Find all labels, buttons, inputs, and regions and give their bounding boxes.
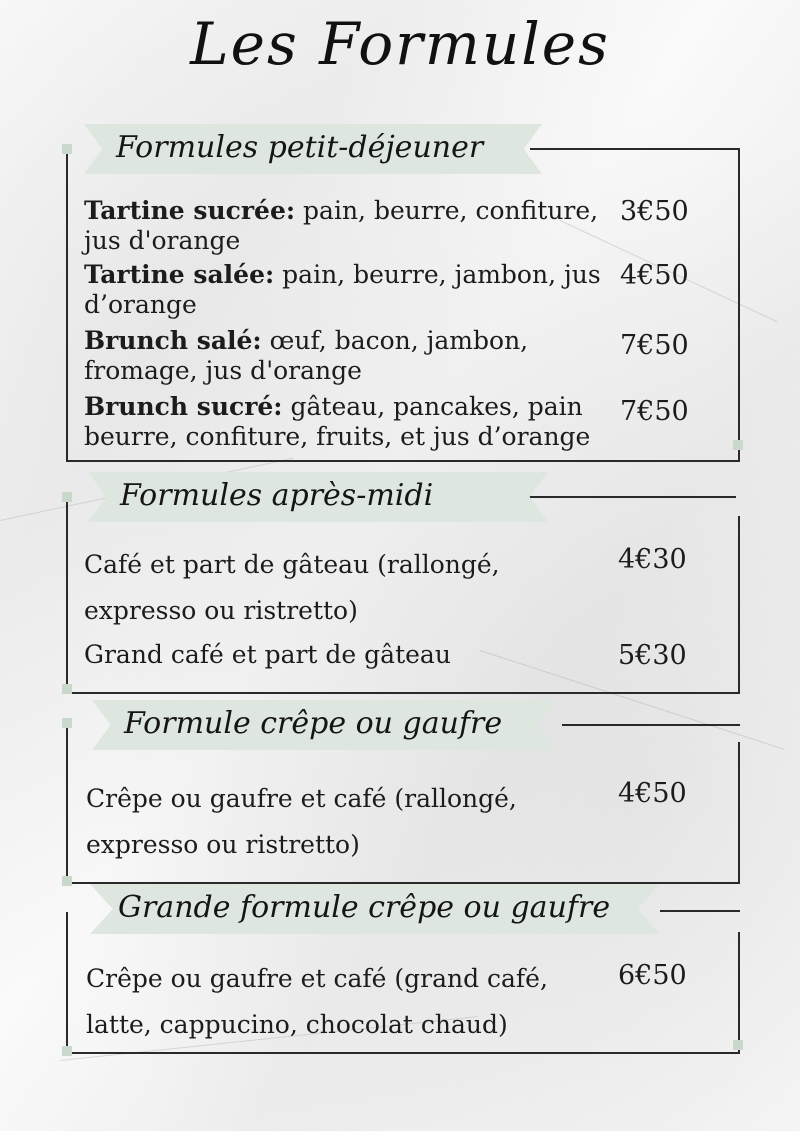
menu-item-brunch-sale	[84, 326, 604, 386]
page-title: Les Formules	[190, 10, 610, 78]
item-description: Grand café et part de gâteau	[84, 640, 451, 669]
section-title-crepe: Formule crêpe ou gaufre	[124, 706, 503, 741]
item-name: Tartine salée:	[84, 260, 275, 289]
menu-item-grand-cafe-gateau	[84, 640, 584, 670]
item-description: Café et part de gâteau (rallongé, expresso ou ristretto)	[84, 550, 500, 625]
item-price: 4€50	[620, 260, 689, 291]
item-price: 4€30	[618, 544, 687, 575]
section-title-afternoon: Formules après-midi	[120, 478, 434, 513]
item-price: 3€50	[620, 196, 689, 227]
menu-item-tartine-salee	[84, 260, 604, 320]
item-description: pain, beurre, confiture, jus d'orange	[84, 196, 599, 255]
item-price: 7€50	[620, 330, 689, 361]
item-name: Tartine sucrée:	[84, 196, 296, 225]
item-price: 6€50	[618, 960, 687, 991]
item-price: 4€50	[618, 778, 687, 809]
item-description: œuf, bacon, jambon, fromage, jus d'orange	[84, 326, 529, 385]
item-name: Brunch salé:	[84, 326, 262, 355]
item-description: Crêpe ou gaufre et café (rallongé, expresso ou ristretto)	[86, 784, 517, 859]
item-description: pain, beurre, jambon, jus d’orange	[84, 260, 601, 319]
menu-item-crepe-cafe	[86, 776, 586, 868]
item-description: Crêpe ou gaufre et café (grand café, latte, cappucino, chocolat chaud)	[86, 964, 548, 1039]
item-description: gâteau, pancakes, pain beurre, confiture, fruits, et jus d’orange	[84, 392, 591, 451]
item-price: 5€30	[618, 640, 687, 671]
menu-item-cafe-gateau	[84, 542, 584, 634]
menu-item-crepe-grand-cafe	[86, 956, 586, 1048]
menu-item-brunch-sucre	[84, 392, 624, 452]
item-price: 7€50	[620, 396, 689, 427]
section-title-breakfast: Formules petit-déjeuner	[116, 130, 484, 165]
menu-item-tartine-sucree	[84, 196, 604, 256]
item-name: Brunch sucré:	[84, 392, 283, 421]
section-title-grande-crepe: Grande formule crêpe ou gaufre	[118, 890, 611, 925]
